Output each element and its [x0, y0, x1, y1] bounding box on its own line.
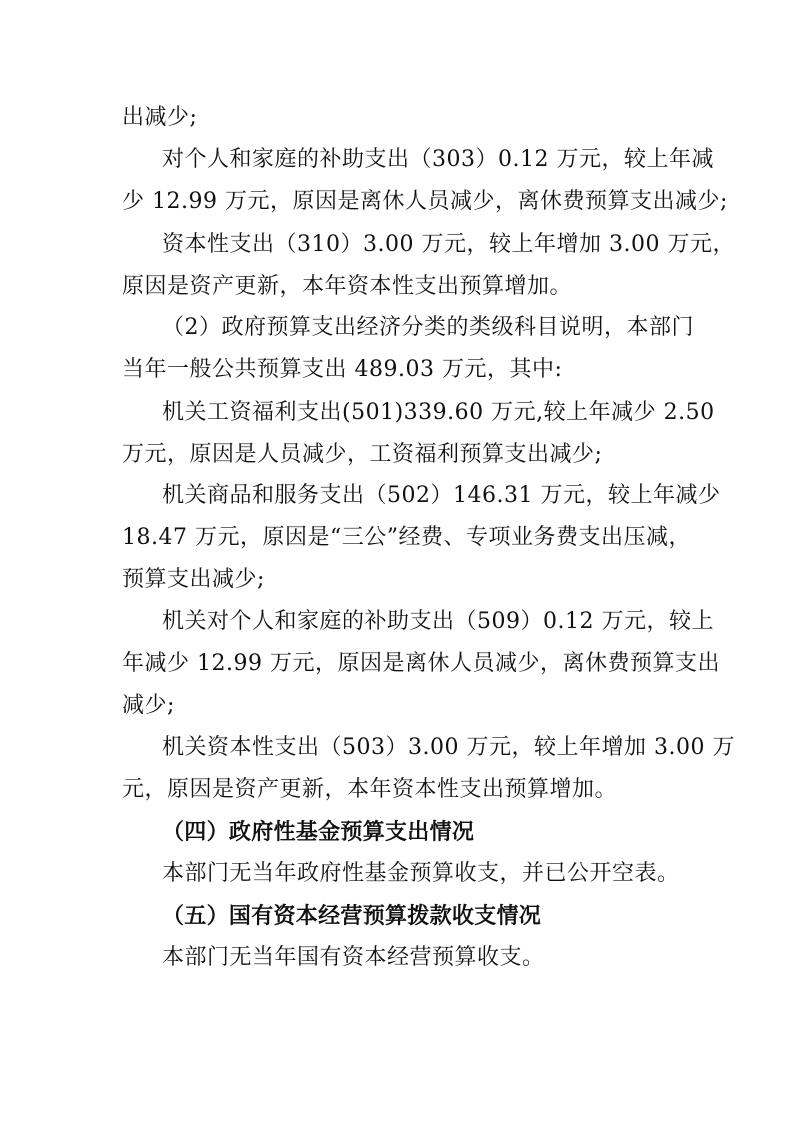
- paragraph-line: 机关对个人和家庭的补助支出（509）0.12 万元，较上: [162, 609, 714, 634]
- paragraph-line: 资本性支出（310）3.00 万元，较上年增加 3.00 万元，: [162, 232, 735, 257]
- section-heading: （五）国有资本经营预算拨款收支情况: [162, 903, 542, 929]
- paragraph-line: 机关工资福利支出(501)339.60 万元,较上年减少 2.50: [162, 400, 715, 425]
- paragraph-line: 预算支出减少;: [122, 567, 265, 592]
- paragraph-line: 年减少 12.99 万元，原因是离休人员减少，离休费预算支出: [122, 651, 720, 676]
- paragraph-line: 对个人和家庭的补助支出（303）0.12 万元，较上年减: [162, 147, 714, 172]
- paragraph-line: 机关资本性支出（503）3.00 万元，较上年增加 3.00 万: [162, 735, 735, 760]
- paragraph-line: 减少;: [122, 693, 175, 718]
- paragraph-line: 少 12.99 万元，原因是离休人员减少，离休费预算支出减少;: [122, 189, 728, 214]
- paragraph-line: 万元，原因是人员减少，工资福利预算支出减少;: [122, 442, 603, 467]
- paragraph-line: 当年一般公共预算支出 489.03 万元，其中:: [122, 357, 563, 382]
- paragraph-line: （2）政府预算支出经济分类的类级科目说明，本部门: [162, 315, 694, 340]
- paragraph-line: 本部门无当年国有资本经营预算收支。: [162, 945, 545, 970]
- paragraph-line: 机关商品和服务支出（502）146.31 万元，较上年减少: [162, 483, 721, 508]
- paragraph-line: 18.47 万元，原因是“三公”经费、专项业务费支出压减，: [122, 525, 691, 550]
- paragraph-line: 本部门无当年政府性基金预算收支，并已公开空表。: [162, 861, 680, 886]
- paragraph-line: 出减少;: [122, 105, 198, 130]
- paragraph-line: 原因是资产更新，本年资本性支出预算增加。: [122, 274, 573, 299]
- paragraph-line: 元，原因是资产更新，本年资本性支出预算增加。: [122, 777, 618, 802]
- section-heading: （四）政府性基金预算支出情况: [162, 819, 475, 845]
